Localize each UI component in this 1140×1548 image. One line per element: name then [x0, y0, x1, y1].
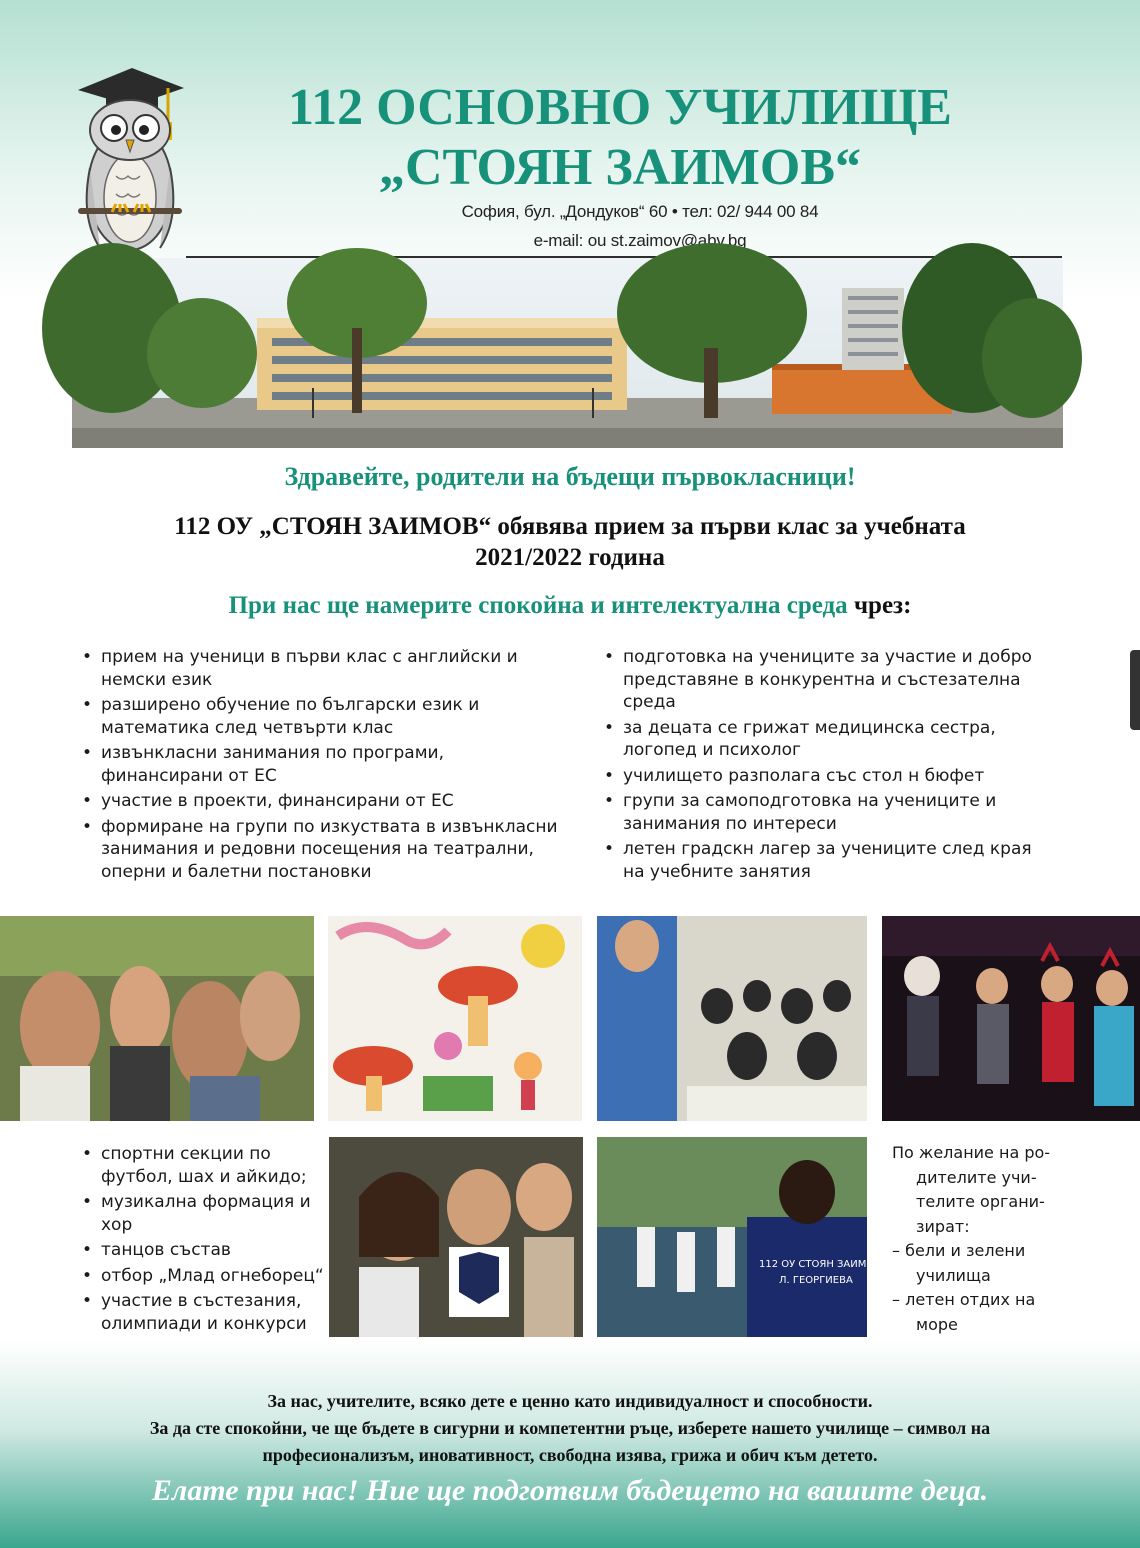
wish-line: – летен отдих на	[892, 1290, 1036, 1309]
wish-line: телите органи-	[916, 1192, 1045, 1211]
list-item: • спортни секции по футбол, шах и айкидо;	[76, 1143, 326, 1188]
closing-line3: професионализъм, иновативност, свободна изява, грижа и обич към детето.	[262, 1445, 878, 1465]
wish-line: зират:	[916, 1216, 970, 1236]
list-item: • подготовка на учениците за участие и добро представяне в конкурентна и състезателна среда	[598, 646, 1058, 714]
environment-lead: При нас ще намерите спокойна и интелектуална среда	[228, 592, 848, 619]
admission-announcement	[60, 511, 1080, 573]
school-address: София, бул. „Дондуков“ 60 • тел: 02/ 944 00 84	[461, 202, 819, 221]
closing-line1: За нас, учителите, всяко дете е ценно като индивидуалност и способности.	[267, 1391, 873, 1411]
closing-line2: За да сте спокойни, че ще бъдете в сигурни и компетентни ръце, изберете нашето училище – символ на	[149, 1418, 991, 1438]
school-panorama-photo	[72, 258, 1063, 448]
closing-statement	[40, 1388, 1100, 1469]
school-title-line1: 112 ОСНОВНО УЧИЛИЩЕ	[288, 79, 952, 136]
environment-tail: чрез:	[853, 592, 912, 619]
list-item: • участие в проекти, финансирани от ЕС	[76, 790, 561, 813]
wish-line: училища	[916, 1265, 991, 1285]
owl-mascot-logo	[72, 48, 188, 263]
greeting-heading: Здравейте, родители на бъдещи първокласници!	[284, 462, 856, 491]
list-item: • групи за самоподготовка на учениците и занимания по интереси	[598, 790, 1058, 835]
activities-list	[76, 1143, 326, 1338]
closing-slogan: Елате при нас! Ние ще подготвим бъдещето на вашите деца.	[151, 1474, 989, 1507]
list-item: • прием на ученици в първи клас с английски и немски език	[76, 646, 561, 691]
benefits-list-left	[76, 646, 561, 886]
photo-stage-performance	[882, 916, 1140, 1121]
list-item: • музикална формация и хор	[76, 1191, 326, 1236]
list-item: • извънкласни занимания по програми, финансирани от ЕС	[76, 742, 561, 787]
list-item: • участие в състезания, олимпиади и конкурси	[76, 1290, 326, 1335]
photo-classroom	[597, 916, 867, 1121]
parent-requests-block	[892, 1141, 1062, 1337]
list-item: • училището разполага със стол н бюфет	[598, 765, 1058, 788]
list-item: • за децата се грижат медицинска сестра, логопед и психолог	[598, 717, 1058, 762]
list-item: • отбор „Млад огнеборец“	[76, 1265, 326, 1288]
page-edge-mark	[1130, 650, 1140, 730]
jacket-text-2: Л. ГЕОРГИЕВА	[779, 1275, 853, 1286]
school-title-line2: „СТОЯН ЗАИМОВ“	[378, 139, 862, 196]
photo-first-day-crowd	[0, 916, 314, 1121]
photo-children-drawing	[328, 916, 582, 1121]
announcement-line1: 112 ОУ „СТОЯН ЗАИМОВ“ обявява прием за първи клас за учебната	[174, 513, 966, 540]
list-item: • формиране на групи по изкуствата в извънкласни занимания и редовни посещения на театрални, оперни и балетни постановки	[76, 816, 561, 884]
photo-young-firefighters	[329, 1137, 583, 1337]
wish-line: море	[916, 1314, 958, 1334]
list-item: • разширено обучение по български език и математика след четвърти клас	[76, 694, 561, 739]
list-item: • танцов състав	[76, 1239, 326, 1262]
announcement-line2: 2021/2022 година	[475, 544, 665, 571]
list-item: • летен градскн лагер за учениците след края на учебните занятия	[598, 838, 1058, 883]
wish-line: – бели и зелени	[892, 1241, 1026, 1260]
photo-aikido-training	[597, 1137, 882, 1337]
jacket-text-1: 112 ОУ СТОЯН ЗАИМОВ	[759, 1259, 882, 1270]
environment-heading	[0, 592, 1140, 620]
school-email: e-mail: ou st.zaimov@abv.bg	[533, 231, 747, 250]
benefits-list-right	[598, 646, 1058, 886]
wish-line: По желание на ро-	[892, 1143, 1051, 1162]
wish-line: дителите учи-	[916, 1167, 1037, 1187]
